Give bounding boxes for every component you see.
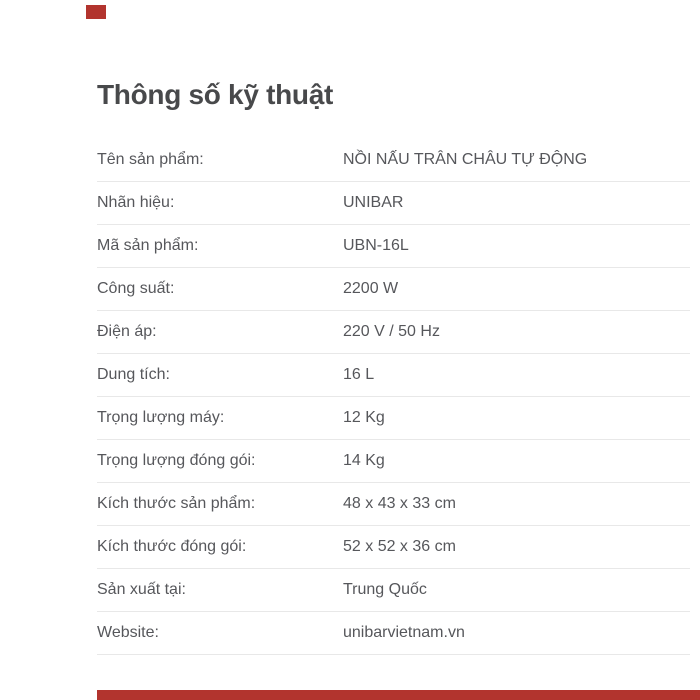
spec-row: [97, 612, 690, 655]
page-title: Thông số kỹ thuật: [97, 79, 334, 110]
spec-row-value: 220 V / 50 Hz: [343, 322, 440, 340]
spec-row-label: Website:: [97, 623, 159, 641]
spec-row-value: Trung Quốc: [343, 580, 427, 598]
content-area: [97, 0, 690, 655]
spec-row-label: Dung tích:: [97, 365, 170, 383]
spec-row: [97, 397, 690, 440]
spec-row-value: 16 L: [343, 365, 375, 383]
spec-row: [97, 182, 690, 225]
spec-row: [97, 225, 690, 268]
spec-row-label: Điện áp:: [97, 322, 157, 340]
bottom-red-banner: [97, 690, 700, 700]
spec-row: [97, 483, 690, 526]
spec-row: [97, 569, 690, 612]
spec-row-value: 12 Kg: [343, 408, 385, 426]
spec-row: [97, 526, 690, 569]
spec-row-label: Sản xuất tại:: [97, 580, 186, 598]
spec-row-value: 52 x 52 x 36 cm: [343, 537, 456, 555]
spec-row-value: 14 Kg: [343, 451, 385, 469]
spec-row: [97, 354, 690, 397]
spec-row-label: Trọng lượng đóng gói:: [97, 451, 256, 469]
spec-row-label: Kích thước đóng gói:: [97, 537, 247, 555]
spec-row: [97, 311, 690, 354]
spec-row: [97, 139, 690, 182]
spec-row-label: Công suất:: [97, 279, 175, 297]
spec-row-value: 48 x 43 x 33 cm: [343, 494, 456, 512]
spec-row-value: UBN-16L: [343, 236, 409, 254]
spec-table: [97, 139, 690, 655]
spec-row-value: UNIBAR: [343, 193, 404, 211]
spec-row: [97, 268, 690, 311]
spec-row: [97, 440, 690, 483]
spec-row-label: Mã sản phẩm:: [97, 236, 199, 254]
spec-row-value: NỒI NẤU TRÂN CHÂU TỰ ĐỘNG: [343, 150, 588, 168]
spec-row-label: Trọng lượng máy:: [97, 408, 225, 426]
spec-row-label: Nhãn hiệu:: [97, 193, 175, 211]
spec-row-value: 2200 W: [343, 279, 399, 297]
spec-row-label: Kích thước sản phẩm:: [97, 494, 256, 512]
spec-row-value: unibarvietnam.vn: [343, 623, 465, 641]
spec-row-label: Tên sản phẩm:: [97, 150, 204, 168]
